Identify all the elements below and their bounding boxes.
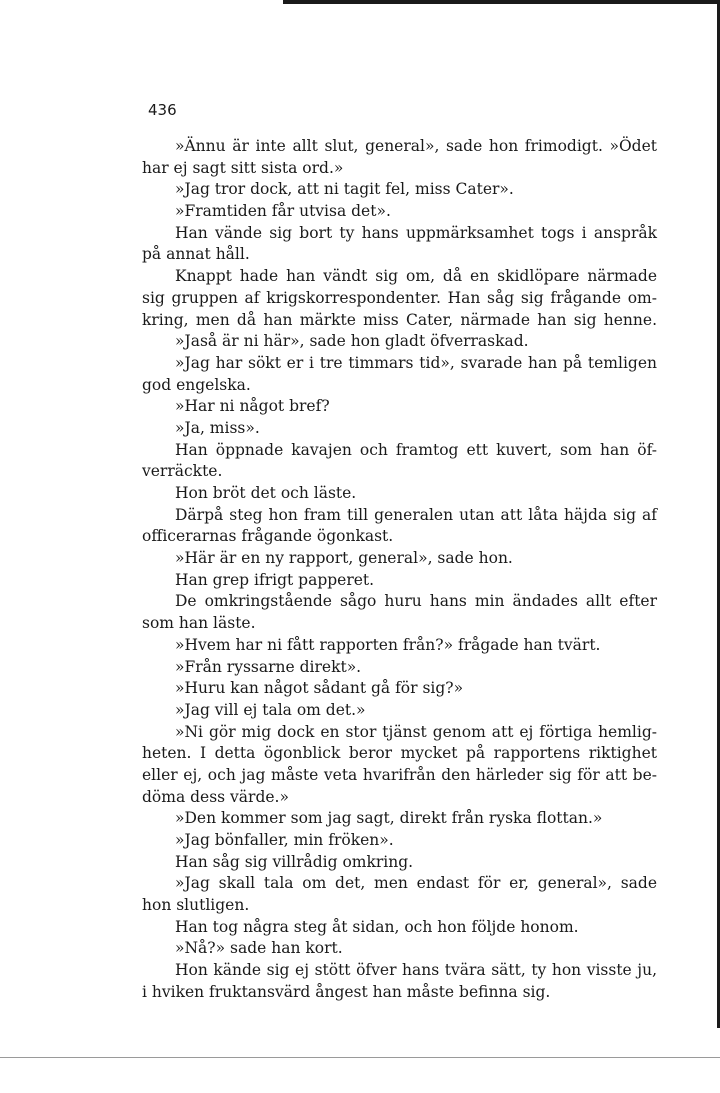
text-line: De omkringstående sågo huru hans min ändades allt efter (175, 592, 657, 611)
text-line: Knappt hade han vändt sig om, då en skidlöpare närmade (175, 267, 657, 286)
text-line: hon slutligen. (142, 896, 250, 915)
text-line: officerarnas frågande ögonkast. (142, 527, 394, 546)
text-line: som han läste. (142, 614, 256, 633)
text-line: »Jag vill ej tala om det.» (175, 700, 366, 719)
text-line: »Ja, miss». (175, 418, 260, 437)
text-line: »Ni gör mig dock en stor tjänst genom att ej förtiga hemlig- (175, 722, 657, 741)
text-line: Han öppnade kavajen och framtog ett kuvert, som han öf- (175, 440, 657, 459)
text-line: Han grep ifrigt papperet. (175, 570, 375, 589)
text-line: »Nå?» sade han kort. (175, 939, 343, 958)
scan-border-top (283, 0, 720, 4)
text-line: »Huru kan något sådant gå för sig?» (175, 679, 464, 698)
text-line: Han såg sig villrådig omkring. (175, 852, 414, 871)
text-line: »Ännu är inte allt slut, general», sade hon frimodigt. »Ödet (175, 137, 657, 155)
text-line: »Jaså är ni här», sade hon gladt öfverraskad. (175, 332, 529, 351)
text-line: »Jag tror dock, att ni tagit fel, miss Cater». (175, 180, 514, 199)
text-line: Han vände sig bort ty hans uppmärksamhet togs i anspråk (175, 223, 657, 242)
text-line: »Den kommer som jag sagt, direkt från ryska flottan.» (175, 809, 603, 828)
text-line: eller ej, och jag måste veta hvarifrån den härleder sig för att be- (142, 765, 657, 784)
text-line: god engelska. (142, 375, 251, 394)
text-line: »Har ni något bref? (175, 397, 330, 416)
text-line: »Framtiden får utvisa det». (175, 202, 391, 221)
text-line: »Jag har sökt er i tre timmars tid», svarade han på temligen (175, 353, 657, 372)
text-line: »Här är en ny rapport, general», sade hon. (175, 549, 513, 568)
body-text (142, 136, 657, 1004)
text-line: heten. I detta ögonblick beror mycket på rapportens riktighet (142, 744, 657, 763)
text-line: i hviken fruktansvärd ångest han måste befinna sig. (142, 982, 551, 1001)
text-line: »Jag skall tala om det, men endast för er, general», sade (175, 874, 657, 893)
text-line: Hon bröt det och läste. (175, 484, 357, 502)
scan-border-bottom (0, 1057, 720, 1058)
text-line: på annat håll. (142, 245, 250, 264)
page-number: 436 (148, 101, 177, 119)
text-line: kring, men då han märkte miss Cater, närmade han sig henne. (142, 310, 657, 329)
text-line: »Jag bönfaller, min fröken». (175, 831, 394, 849)
text-line: har ej sagt sitt sista ord.» (142, 158, 344, 177)
text-line: »Hvem har ni fått rapporten från?» frågade han tvärt. (175, 635, 601, 654)
text-line: verräckte. (142, 462, 223, 481)
text-line: Han tog några steg åt sidan, och hon följde honom. (175, 917, 579, 936)
text-line: Därpå steg hon fram till generalen utan att låta häjda sig af (175, 505, 657, 524)
text-line: »Från ryssarne direkt». (175, 657, 362, 676)
text-line: döma dess värde.» (142, 787, 289, 806)
text-line: sig gruppen af krigskorrespondenter. Han såg sig frågande om- (142, 288, 657, 307)
text-line: Hon kände sig ej stött öfver hans tvära sätt, ty hon visste ju, (175, 961, 657, 980)
